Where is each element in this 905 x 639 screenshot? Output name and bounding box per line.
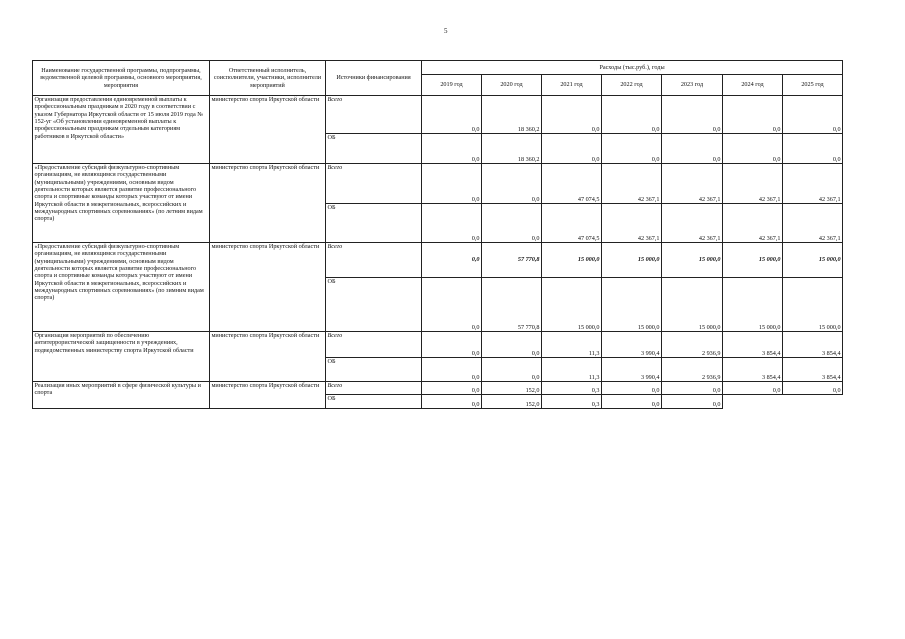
measure-responsible: министерство спорта Иркутской области [210,382,326,409]
header-year: 2025 год [783,75,843,96]
value-cell: 15 000,0 [723,278,783,332]
value-cell [783,395,843,409]
value-cell: 42 367,1 [783,164,843,204]
value-cell: 42 367,1 [662,204,723,243]
value-cell: 57 770,8 [482,243,542,278]
header-name: Наименование государственной программы, подпрограммы, ведомственной целевой программы, основного мероприятия, мероприятия [33,61,210,96]
value-cell: 42 367,1 [662,164,723,204]
header-year: 2019 год [422,75,482,96]
budget-table [32,60,843,409]
measure-name: Организация мероприятий по обеспечению антитеррористической защищенности в учреждениях, подведомственных министерству спорта Иркутской области [33,332,210,382]
value-cell: 15 000,0 [602,278,662,332]
value-cell: 0,0 [662,134,723,164]
value-cell: 15 000,0 [662,278,723,332]
value-cell: 0,0 [482,204,542,243]
header-responsible: Ответственный исполнитель, соисполнители, участники, исполнители мероприятий [210,61,326,96]
value-cell: 0,0 [422,278,482,332]
value-cell: 152,0 [482,382,542,395]
value-cell: 3 854,4 [783,332,843,358]
value-cell: 0,0 [723,382,783,395]
measure-name: «Предоставление субсидий физкультурно-спортивным организациям, не являющимся государственными (муниципальными) учреждениями, основным видом деятельности которых является развитие профессионального спорта и спортивные команды которых участвуют от имени Иркутской области в межрегиональных, всероссийских и международных спортивных соревнованиях» (по зимним видам спорта) [33,243,210,332]
value-cell: 47 074,5 [542,164,602,204]
value-cell: 0,0 [422,204,482,243]
source-cell: ОБ [326,395,422,409]
value-cell: 0,0 [482,358,542,382]
value-cell: 0,0 [783,96,843,134]
value-cell: 0,3 [542,382,602,395]
value-cell: 0,0 [422,395,482,409]
measure-responsible: министерство спорта Иркутской области [210,96,326,164]
value-cell: 3 854,4 [723,358,783,382]
value-cell: 15 000,0 [542,243,602,278]
source-cell: Всего [326,332,422,358]
value-cell: 152,0 [482,395,542,409]
table-row [33,164,843,204]
source-cell: ОБ [326,204,422,243]
value-cell: 15 000,0 [602,243,662,278]
value-cell: 0,0 [422,332,482,358]
table-row [33,382,843,395]
value-cell: 42 367,1 [783,204,843,243]
value-cell: 0,0 [602,382,662,395]
value-cell: 0,0 [422,243,482,278]
header-expenses: Расходы (тыс.руб.), годы [422,61,843,75]
value-cell: 0,3 [542,395,602,409]
value-cell: 0,0 [723,96,783,134]
value-cell: 0,0 [422,358,482,382]
header-year: 2023 год [662,75,723,96]
value-cell [723,395,783,409]
value-cell: 57 770,8 [482,278,542,332]
measure-responsible: министерство спорта Иркутской области [210,332,326,382]
source-cell: Всего [326,96,422,134]
value-cell: 0,0 [723,134,783,164]
value-cell: 15 000,0 [723,243,783,278]
page-number: 5 [444,27,448,35]
value-cell: 42 367,1 [602,164,662,204]
value-cell: 0,0 [542,96,602,134]
measure-responsible: министерство спорта Иркутской области [210,243,326,332]
header-year: 2022 год [602,75,662,96]
source-cell: Всего [326,382,422,395]
measure-name: Реализация иных мероприятий в сфере физической культуры и спорта [33,382,210,409]
measure-name: «Предоставление субсидий физкультурно-спортивным организациям, не являющимся государственными (муниципальными) учреждениями, основным видом деятельности которых является развитие профессионального спорта и спортивные команды которых участвуют от имени Иркутской области в межрегиональных, всероссийских и международных спортивных соревнованиях» (по летним видам спорта) [33,164,210,243]
value-cell: 0,0 [662,96,723,134]
header-year: 2021 год [542,75,602,96]
value-cell: 0,0 [542,134,602,164]
source-cell: Всего [326,243,422,278]
value-cell: 0,0 [602,134,662,164]
value-cell: 47 074,5 [542,204,602,243]
value-cell: 2 936,9 [662,332,723,358]
value-cell: 18 360,2 [482,134,542,164]
value-cell: 0,0 [662,395,723,409]
value-cell: 0,0 [422,134,482,164]
value-cell: 0,0 [602,395,662,409]
value-cell: 0,0 [422,382,482,395]
source-cell: ОБ [326,134,422,164]
table-row [33,96,843,134]
value-cell: 0,0 [422,96,482,134]
value-cell: 3 990,4 [602,332,662,358]
value-cell: 11,3 [542,332,602,358]
value-cell: 0,0 [482,164,542,204]
value-cell: 15 000,0 [662,243,723,278]
value-cell: 3 990,4 [602,358,662,382]
value-cell: 15 000,0 [542,278,602,332]
source-cell: ОБ [326,358,422,382]
value-cell: 18 360,2 [482,96,542,134]
header-year: 2024 год [723,75,783,96]
value-cell: 42 367,1 [602,204,662,243]
value-cell: 42 367,1 [723,204,783,243]
value-cell: 0,0 [662,382,723,395]
header-year: 2020 год [482,75,542,96]
measure-responsible: министерство спорта Иркутской области [210,164,326,243]
value-cell: 42 367,1 [723,164,783,204]
header-source: Источники финансирования [326,61,422,96]
value-cell: 11,3 [542,358,602,382]
value-cell: 15 000,0 [783,243,843,278]
value-cell: 3 854,4 [783,358,843,382]
value-cell: 3 854,4 [723,332,783,358]
value-cell: 0,0 [482,332,542,358]
value-cell: 2 936,9 [662,358,723,382]
measure-name: Организация предоставления единовременной выплаты к профессиональным праздникам в 2020 году в соответствии с указом Губернатора Иркутской области от 15 июля 2019 года № 152-уг «Об установлении единовременной выплаты к профессиональным праздникам отдельным категориям работников в Иркутской области» [33,96,210,164]
value-cell: 0,0 [783,382,843,395]
value-cell: 0,0 [422,164,482,204]
source-cell: ОБ [326,278,422,332]
source-cell: Всего [326,164,422,204]
table-row [33,243,843,278]
value-cell: 0,0 [602,96,662,134]
table-row [33,332,843,358]
value-cell: 15 000,0 [783,278,843,332]
value-cell: 0,0 [783,134,843,164]
